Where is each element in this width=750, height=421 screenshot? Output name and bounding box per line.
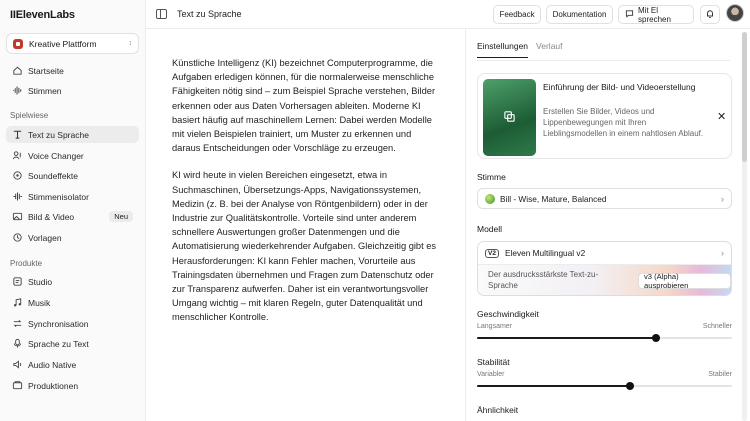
text-editor[interactable] [172, 56, 442, 338]
sidebar-item-label: Startseite [28, 65, 64, 76]
sidebar-item-stimmen[interactable] [6, 82, 139, 99]
chevron-right-icon: › [721, 248, 724, 258]
section-label-spielwiese: Spielwiese [10, 111, 49, 120]
editor-paragraph[interactable]: Künstliche Intelligenz (KI) bezeichnet Computerprogramme, die Aufgaben erledigen können, für die normalerweise menschliche Fähigkeiten nötig sind – zum Beispiel Sprache verstehen, Bilder erkennen oder aus Daten Vorhersagen ableiten. Moderne KI basiert häufig auf maschinellem Lernen: Dabei werden Modelle mit vielen Beispielen trainiert, um Muster zu erkennen und daraus Entscheidungen oder Vorschläge zu erzeugen. [172, 58, 436, 154]
sidebar-item-produktionen[interactable] [6, 377, 139, 394]
new-badge: Neu [109, 211, 133, 222]
sidebar-item-label: Text zu Sprache [28, 129, 89, 140]
sidebar-item-text-zu-sprache[interactable] [6, 126, 139, 143]
sidebar-item-soundeffekte[interactable] [6, 167, 139, 184]
stability-track[interactable] [477, 385, 732, 387]
notifications-button[interactable] [700, 5, 720, 24]
promo-description: Erstellen Sie Bilder, Videos und Lippenbewegungen mit Ihren Lieblingsmodellen in einem nahtlosen Ablauf. [543, 107, 704, 138]
sound-effects-icon [12, 170, 23, 181]
voice-isolator-icon [12, 191, 23, 202]
bell-icon [705, 9, 715, 21]
scrollbar-thumb[interactable] [742, 32, 747, 162]
workspace-label: Kreative Plattform [29, 38, 97, 49]
panel-scrollbar[interactable] [742, 32, 747, 421]
promo-title: Einführung der Bild- und Videoerstellung [543, 82, 696, 92]
sidebar-item-vorlagen[interactable] [6, 229, 139, 246]
image-video-icon [503, 110, 516, 125]
speech-to-text-icon [12, 338, 23, 349]
model-subtitle: Der ausdrucksstärkste Text-zu-Sprache [488, 270, 599, 290]
talk-to-el-button[interactable] [618, 5, 694, 24]
speed-track[interactable] [477, 337, 732, 339]
sidebar-item-label: Stimmen [28, 85, 62, 96]
image-video-icon [12, 211, 23, 222]
dubbing-icon [12, 318, 23, 329]
model-value: Eleven Multilingual v2 [504, 248, 586, 258]
voice-value: Bill - Wise, Mature, Balanced [500, 193, 607, 204]
model-selector-row[interactable] [478, 242, 731, 265]
stability-max-label: Stabiler [708, 371, 732, 378]
voice-avatar-icon [485, 194, 495, 204]
sidebar-item-label: Voice Changer [28, 150, 84, 161]
workspace-switcher[interactable] [6, 33, 139, 54]
tab-divider [477, 60, 730, 61]
user-avatar[interactable] [726, 4, 744, 22]
sidebar-item-label: Synchronisation [28, 318, 89, 329]
sidebar-item-label: Studio [28, 276, 53, 287]
chevron-updown-icon: ↕ [128, 40, 132, 47]
talk-to-el-label: Mit El sprechen [638, 5, 671, 24]
page-title: Text zu Sprache [177, 9, 242, 19]
productions-icon [12, 380, 23, 391]
speed-max-label: Schneller [702, 323, 732, 330]
chat-bubble-icon [625, 9, 634, 20]
sidebar-toggle-icon[interactable] [156, 9, 167, 19]
feedback-button[interactable]: Feedback [493, 5, 541, 24]
similarity-label: Ähnlichkeit [477, 405, 519, 415]
speed-fill [477, 337, 656, 339]
section-label-produkte: Produkte [10, 259, 43, 268]
sidebar-item-label: Audio Native [28, 359, 77, 370]
stability-thumb[interactable] [626, 382, 634, 390]
sidebar-item-startseite[interactable] [6, 62, 139, 79]
sidebar-item-sprache-zu-text[interactable] [6, 335, 139, 352]
music-icon [12, 297, 23, 308]
sidebar-item-label: Vorlagen [28, 232, 62, 243]
voice-select[interactable] [477, 188, 732, 209]
sidebar-item-audio-native[interactable] [6, 356, 139, 373]
app-logo[interactable]: IIElevenLabs [10, 9, 75, 21]
close-icon[interactable]: ✕ [717, 111, 727, 123]
workspace-icon [13, 39, 23, 49]
chevron-right-icon: › [721, 193, 724, 204]
stability-label: Stabilität [477, 357, 510, 367]
text-to-speech-icon [12, 129, 23, 140]
settings-panel [465, 29, 750, 421]
promo-thumbnail [483, 79, 536, 156]
stability-min-label: Variabler [477, 371, 505, 378]
sidebar-item-label: Sprache zu Text [28, 338, 89, 349]
model-version-badge: V2 [485, 249, 499, 258]
top-header [146, 0, 750, 29]
try-v3-button[interactable]: v3 (Alpha) ausprobieren [638, 273, 731, 289]
model-select[interactable] [477, 241, 732, 296]
sidebar-item-label: Musik [28, 297, 51, 308]
sidebar-item-label: Soundeffekte [28, 170, 78, 181]
voice-label: Stimme [477, 172, 506, 182]
speed-label: Geschwindigkeit [477, 309, 539, 319]
promo-card[interactable] [477, 73, 732, 159]
model-label: Modell [477, 224, 503, 234]
voice-changer-icon [12, 150, 23, 161]
speed-min-label: Langsamer [477, 323, 513, 330]
editor-paragraph[interactable]: KI wird heute in vielen Bereichen eingesetzt, etwa in Suchmaschinen, Übersetzungs-Apps, Navigationssystemen, Medizin (z. B. bei der Analyse von Röntgenbildern) oder in der Industrie zur Qualitätskontrolle. Vorteile sind unter anderem schnellere Auswertungen großer Datenmengen und die Automatisierung wiederkehrender Aufgaben. Gleichzeitig gibt es Herausforderungen: KI kann Fehler machen, Vorurteile aus Trainingsdaten übernehmen und Fragen zum Datenschutz oder zur Transparenz aufwerfen. Daher ist ein verantwortungsvoller Umgang wichtig – mit klaren Regeln, guter Datenqualität und menschlicher Kontrolle. [172, 170, 437, 323]
documentation-button[interactable]: Dokumentation [546, 5, 613, 24]
sidebar-item-voice-changer[interactable] [6, 147, 139, 164]
studio-icon [12, 276, 23, 287]
sidebar-item-label: Bild & Video [28, 211, 75, 222]
panel-tabs [477, 41, 571, 58]
sidebar-item-label: Produktionen [28, 380, 79, 391]
sidebar-item-synchronisation[interactable] [6, 315, 139, 332]
sidebar [0, 0, 146, 421]
voices-icon [12, 85, 23, 96]
templates-icon [12, 232, 23, 243]
speed-slider[interactable] [477, 323, 732, 353]
audio-native-icon [12, 359, 23, 370]
sidebar-item-studio[interactable] [6, 273, 139, 290]
sidebar-item-stimmenisolator[interactable] [6, 188, 139, 205]
tab-einstellungen[interactable]: Einstellungen [477, 41, 528, 58]
sidebar-item-bild-video[interactable] [6, 208, 139, 225]
tab-verlauf[interactable]: Verlauf [536, 41, 563, 51]
sidebar-item-label: Stimmenisolator [28, 191, 89, 202]
home-icon [12, 65, 23, 76]
sidebar-item-musik[interactable] [6, 294, 139, 311]
stability-slider[interactable] [477, 371, 732, 401]
speed-thumb[interactable] [652, 334, 660, 342]
stability-fill [477, 385, 630, 387]
